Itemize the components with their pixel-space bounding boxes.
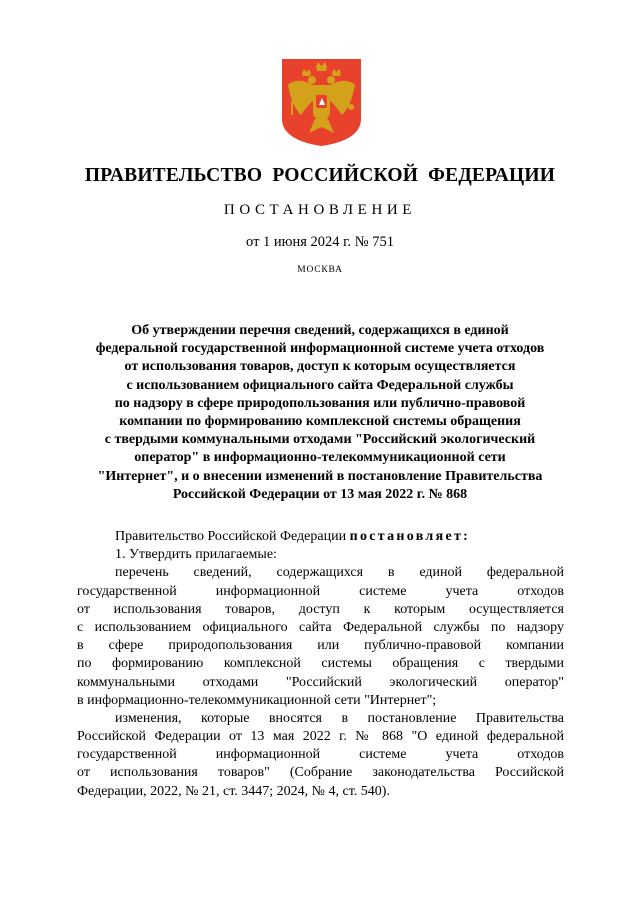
government-title: ПРАВИТЕЛЬСТВО РОССИЙСКОЙ ФЕДЕРАЦИИ: [84, 165, 556, 186]
subject-line: компании по формированию комплексной системы обращения: [119, 414, 521, 430]
subject-line: с использованием официального сайта Федеральной службы: [126, 377, 514, 393]
para1-line: по формированию комплексной системы обращения с твердыми: [77, 656, 564, 672]
item-1: 1. Утвердить прилагаемые:: [115, 547, 277, 563]
subject-line: с твердыми коммунальными отходами "Российский экологический: [104, 432, 536, 448]
para2-line: Российской Федерации от 13 мая 2022 г. № 868 "О единой федеральной: [77, 729, 564, 745]
intro-verb: постановляет:: [349, 529, 471, 544]
subject-line: Российской Федерации от 13 мая 2022 г. № 868: [172, 486, 468, 502]
para2-line: государственной информационной системе учета отходов: [77, 747, 564, 763]
subject-line: федеральной государственной информационной системе учета отходов: [95, 341, 545, 357]
para1-line: с использованием официального сайта Федеральной службы по надзору: [77, 619, 564, 635]
para1-line: коммунальными отходами "Российский экологический оператор": [77, 674, 564, 690]
para1-line: в информационно-телекоммуникационной сети "Интернет";: [77, 692, 437, 708]
intro-paragraph: [77, 528, 564, 546]
subject-line: по надзору в сфере природопользования или публично-правовой: [114, 395, 526, 411]
para2-line: от использования товаров" (Собрание законодательства Российской: [77, 765, 564, 781]
subject-line: оператор" в информационно-телекоммуникационной сети: [134, 450, 506, 466]
document-body: [77, 528, 564, 801]
subject-line: от использования товаров, доступ к которым осуществляется: [124, 359, 516, 375]
document-subject: [70, 322, 570, 504]
para2-line: изменения, которые вносятся в постановление Правительства: [115, 710, 564, 726]
subject-line: "Интернет", и о внесении изменений в постановление Правительства: [97, 468, 543, 484]
para1-line: в сфере природопользования или публично-правовой компании: [77, 638, 564, 654]
para1-line: перечень сведений, содержащихся в единой федеральной: [115, 565, 564, 581]
para2-line: Федерации, 2022, № 21, ст. 3447; 2024, № 4, ст. 540).: [77, 783, 390, 799]
city: МОСКВА: [297, 265, 343, 275]
russian-coat-of-arms-icon: [279, 57, 364, 147]
subject-line: Об утверждении перечня сведений, содержащихся в единой: [131, 323, 509, 338]
document-date-number: от 1 июня 2024 г. № 751: [246, 234, 394, 250]
para1-line: государственной информационной системе учета отходов: [77, 583, 564, 599]
document-type: ПОСТАНОВЛЕНИЕ: [223, 202, 417, 218]
para1-line: от использования товаров, доступ к которым осуществляется: [77, 601, 564, 617]
intro-text: Правительство Российской Федерации: [115, 529, 347, 544]
